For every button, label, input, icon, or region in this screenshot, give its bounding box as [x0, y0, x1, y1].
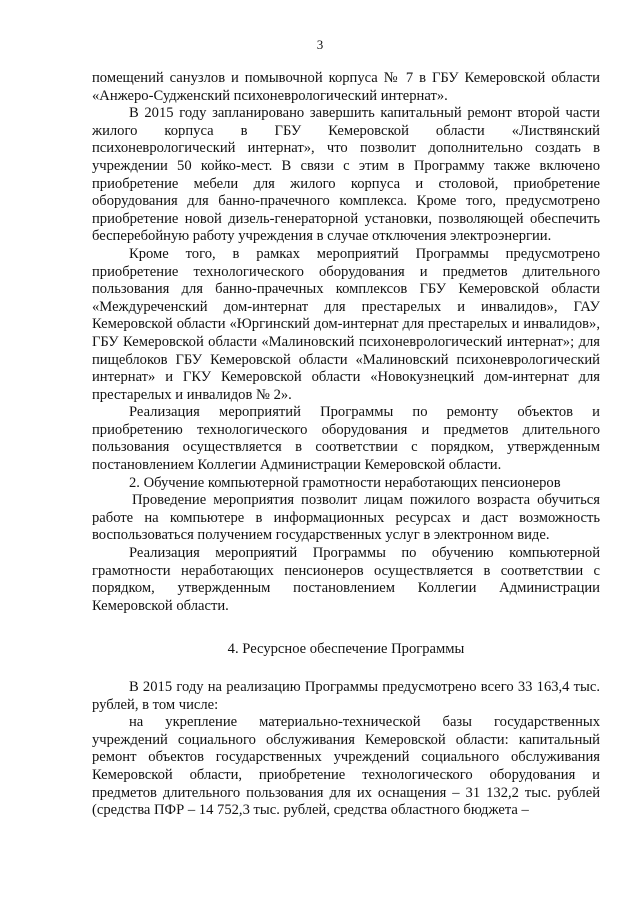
document-body [92, 70, 600, 820]
section-heading-resources: 4. Ресурсное обеспечение Программы [227, 641, 465, 658]
paragraph-continuation: помещений санузлов и помывочной корпуса № 7 в ГБУ Кемеровской области «Анжеро-Судженский психоневрологический интернат». [92, 70, 600, 104]
subheading-computer-literacy: 2. Обучение компьютерной грамотности неработающих пенсионеров [129, 474, 561, 491]
page-number: 3 [316, 37, 324, 52]
paragraph-funding-breakdown: на укрепление материально-технической базы государственных учреждений социального обслуживания Кемеровской области: капитальный ремонт объектов государственных учреждений социального обслуживания Кемеровской области, приобретение технологического оборудования и предметов длительного пользования для их оснащения – 31 132,2 тыс. рублей (средства ПФР – 14 752,3 тыс. рублей, средства областного бюджета – [92, 714, 600, 819]
paragraph-equipment-purchase: Кроме того, в рамках мероприятий Программы предусмотрено приобретение технологического оборудования и предметов длительного пользования для банно-прачечных комплексов ГБУ Кемеровской области «Междуреченский дом-интернат для престарелых и инвалидов», ГАУ Кемеровской области «Юргинский дом-интернат для престарелых и инвалидов», ГБУ Кемеровской области «Малиновский психоневрологический интернат»; для пищеблоков ГБУ Кемеровской области «Малиновский психоневрологический интернат» и ГКУ Кемеровской области «Новокузнецкий дом-интернат для престарелых и инвалидов № 2». [92, 245, 600, 403]
paragraph-2015-repair: В 2015 году запланировано завершить капитальный ремонт второй части жилого корпуса в ГБУ Кемеровской области «Листвянский психоневрологический интернат», что позволит дополнительно создать в учреждении 50 койко-мест. В связи с этим в Программу также включено приобретение мебели для жилого корпуса и столовой, приобретение оборудования для банно-прачечного комплекса. Кроме того, предусмотрено приобретение новой дизель-генераторной установки, позволяющей обеспечить бесперебойную работу учреждения в случае отключения электроэнергии. [92, 105, 600, 245]
paragraph-implementation-repair: Реализация мероприятий Программы по ремонту объектов и приобретению технологического оборудования и предметов длительного пользования осуществляется в соответствии с порядком, утвержденным постановлением Коллегии Администрации Кемеровской области. [92, 404, 600, 474]
paragraph-total-funding: В 2015 году на реализацию Программы предусмотрено всего 33 163,4 тыс. рублей, в том числе: [92, 679, 600, 713]
paragraph-training-benefit: Проведение мероприятия позволит лицам пожилого возраста обучиться работе на компьютере в информационных ресурсах и даст возможность воспользоваться получением государственных услуг в электронном виде. [92, 492, 600, 544]
paragraph-implementation-training: Реализация мероприятий Программы по обучению компьютерной грамотности неработающих пенсионеров осуществляется в соответствии с порядком, утвержденным постановлением Коллегии Администрации Кемеровской области. [92, 545, 600, 614]
